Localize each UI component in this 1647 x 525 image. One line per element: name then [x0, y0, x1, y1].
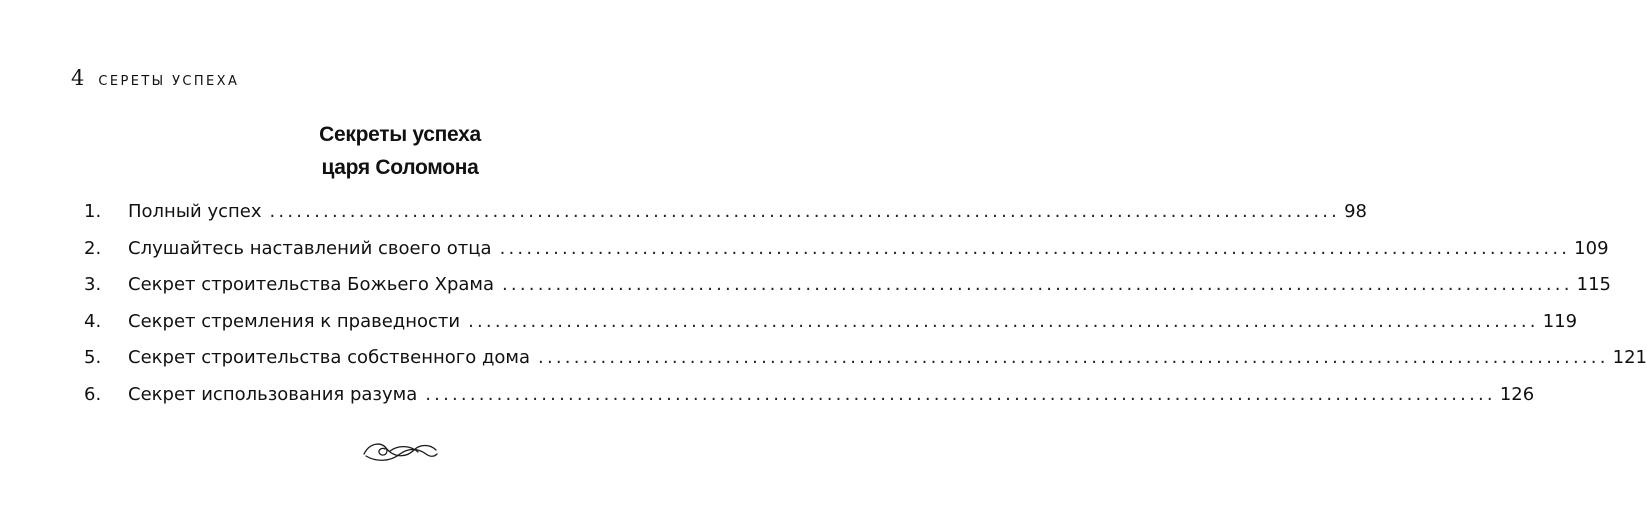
- toc-entry-title: Секрет использования разума: [128, 383, 418, 405]
- toc-entry-page: 121: [1612, 347, 1647, 368]
- running-title: СЕРЕТЫ УСПЕХА: [98, 74, 240, 89]
- toc-entry-number: 5.: [84, 347, 102, 368]
- chapter-title-line-2: царя Соломона: [321, 156, 479, 179]
- toc-entry-page: 98: [1344, 201, 1368, 222]
- toc-entry: [84, 194, 1368, 231]
- toc-entry-number: 3.: [84, 274, 102, 295]
- dot-leader: ........................................................................................................................: [502, 274, 1573, 295]
- dot-leader: ........................................................................................................................: [269, 201, 1341, 222]
- toc-entry-title: Полный успех: [128, 201, 262, 222]
- toc-entry-number: 2.: [84, 237, 102, 259]
- toc-entry: [84, 231, 1609, 268]
- page-number: 4: [71, 66, 85, 90]
- toc-entry-title: Секрет строительства собственного дома: [128, 347, 531, 368]
- dot-leader: ........................................................................................................................: [425, 383, 1496, 405]
- dot-leader: ........................................................................................................................: [499, 237, 1571, 259]
- toc-entry-title: Слушайтесь наставлений своего отца: [128, 237, 492, 259]
- toc-entry-title: Секрет стремления к праведности: [128, 310, 461, 332]
- dot-leader: ........................................................................................................................: [468, 310, 1539, 332]
- toc-entry-title: Секрет строительства Божьего Храма: [128, 274, 495, 295]
- toc-entry-number: 6.: [84, 383, 102, 405]
- toc-entry-page: 126: [1499, 383, 1535, 405]
- toc-entry-number: 4.: [84, 310, 102, 332]
- flourish-icon: [360, 436, 440, 466]
- toc-entry-page: 109: [1574, 237, 1609, 259]
- toc-entry-page: 115: [1576, 274, 1611, 295]
- chapter-title-line-1: Секреты успеха: [319, 123, 481, 146]
- toc-entry: [84, 304, 1578, 341]
- toc-entry: [84, 340, 1647, 377]
- table-of-contents: [84, 194, 1647, 413]
- running-header: [71, 66, 239, 90]
- toc-entry: [84, 267, 1611, 304]
- toc-entry-page: 119: [1542, 310, 1578, 332]
- toc-entry-number: 1.: [84, 201, 102, 222]
- toc-entry: [84, 377, 1535, 414]
- dot-leader: ........................................................................................................................: [538, 347, 1609, 368]
